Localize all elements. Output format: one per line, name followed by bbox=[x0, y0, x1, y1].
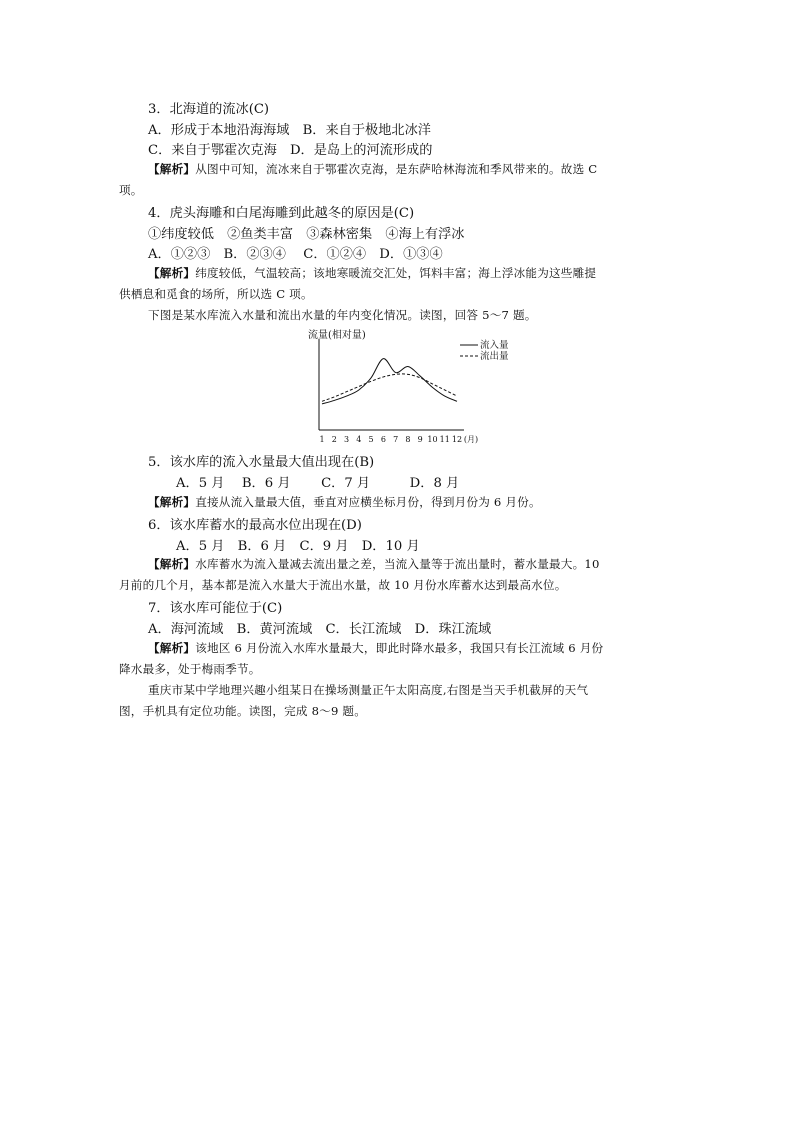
legend-label-inflow: 流入量 bbox=[480, 340, 509, 351]
q3-analysis bbox=[148, 161, 597, 177]
q4-analysis bbox=[148, 265, 596, 281]
x-axis-unit-label: (月) bbox=[463, 435, 479, 444]
q6-options: A．5 月 B．6 月 C．9 月 D．10 月 bbox=[176, 539, 420, 554]
q4-analysis-text1: 纬度较低，气温较高；该地寒暖流交汇处，饵料丰富；海上浮冰能为这些雕提 bbox=[195, 266, 597, 280]
intro-8-9-line1: 重庆市某中学地理兴趣小组某日在操场测量正午太阳高度,右图是当天手机截屏的天气 bbox=[148, 683, 589, 697]
q3-analysis-text2: 项。 bbox=[119, 183, 143, 197]
intro-5-7: 下图是某水库流入水量和流出水量的年内变化情况。读图，回答 5～7 题。 bbox=[148, 308, 537, 322]
reservoir-flow-chart bbox=[300, 325, 530, 453]
x-tick-label: 5 bbox=[368, 435, 374, 444]
x-tick-label: 6 bbox=[380, 435, 386, 444]
series-line-outflow bbox=[322, 374, 457, 401]
q3-stem: 3．北海道的流冰(C) bbox=[148, 102, 270, 117]
chart-series bbox=[322, 359, 457, 404]
q4-items: ①纬度较低 ②鱼类丰富 ③森林密集 ④海上有浮冰 bbox=[148, 227, 465, 242]
q3-analysis-text1: 从图中可知，流冰来自于鄂霍次克海，是东萨哈林海流和季风带来的。故选 C bbox=[195, 162, 598, 176]
x-tick-label: 10 bbox=[427, 435, 438, 444]
chart-ticks bbox=[319, 435, 478, 444]
q4-options: A．①②③ B．②③④ C．①②④ D．①③④ bbox=[148, 247, 443, 262]
q6-analysis bbox=[148, 556, 600, 572]
x-tick-label: 9 bbox=[417, 435, 423, 444]
x-tick-label: 3 bbox=[343, 435, 350, 444]
flow-chart-svg bbox=[300, 325, 530, 453]
x-tick-label: 4 bbox=[356, 435, 362, 444]
x-tick-label: 8 bbox=[405, 435, 411, 444]
x-tick-label: 11 bbox=[439, 435, 450, 444]
x-tick-label: 12 bbox=[451, 435, 463, 444]
analysis-tag: 【解析】 bbox=[148, 162, 196, 176]
q7-stem: 7．该水库可能位于(C) bbox=[148, 601, 283, 616]
q4-stem: 4．虎头海雕和白尾海雕到此越冬的原因是(C) bbox=[148, 206, 415, 221]
q6-analysis-text1: 水库蓄水为流入量减去流出量之差，当流入量等于流出量时，蓄水量最大。10 bbox=[195, 557, 600, 571]
series-line-inflow bbox=[322, 359, 457, 404]
q7-analysis-text1: 该地区 6 月份流入水库水量最大，即此时降水最多，我国只有长江流域 6 月份 bbox=[195, 641, 604, 655]
x-tick-label: 2 bbox=[331, 435, 337, 444]
chart-legend bbox=[460, 339, 509, 362]
q3-options-line2: C．来自于鄂霍次克海 D．是岛上的河流形成的 bbox=[148, 143, 433, 158]
q3-options-line1: A．形成于本地沿海海域 B．来自于极地北冰洋 bbox=[148, 123, 431, 138]
q5-options: A．5 月 B．6 月 C．7 月 D．8 月 bbox=[176, 476, 460, 491]
x-tick-label: 7 bbox=[393, 435, 399, 444]
intro-8-9-line2: 图，手机具有定位功能。读图，完成 8～9 题。 bbox=[119, 704, 367, 718]
analysis-tag: 【解析】 bbox=[148, 557, 196, 571]
y-axis-label: 流量(相对量) bbox=[308, 330, 366, 341]
chart-axes bbox=[308, 328, 464, 430]
q5-analysis-text1: 直接从流入量最大值，垂直对应横坐标月份，得到月份为 6 月份。 bbox=[195, 495, 541, 509]
q6-stem: 6．该水库蓄水的最高水位出现在(D) bbox=[148, 518, 362, 533]
q4-analysis-text2: 供栖息和觅食的场所，所以选 C 项。 bbox=[119, 287, 313, 301]
q7-analysis-text2: 降水最多，处于梅雨季节。 bbox=[119, 662, 261, 676]
q5-analysis bbox=[148, 494, 541, 510]
q5-stem: 5．该水库的流入水量最大值出现在(B) bbox=[148, 455, 375, 470]
x-tick-label: 1 bbox=[319, 435, 325, 444]
analysis-tag: 【解析】 bbox=[148, 641, 196, 655]
analysis-tag: 【解析】 bbox=[148, 495, 196, 509]
q6-analysis-text2: 月前的几个月，基本都是流入水量大于流出水量，故 10 月份水库蓄水达到最高水位。 bbox=[119, 578, 567, 592]
analysis-tag: 【解析】 bbox=[148, 266, 196, 280]
legend-label-outflow: 流出量 bbox=[480, 351, 509, 362]
q7-options: A．海河流域 B．黄河流域 C．长江流域 D．珠江流域 bbox=[148, 622, 492, 637]
q7-analysis bbox=[148, 640, 603, 656]
